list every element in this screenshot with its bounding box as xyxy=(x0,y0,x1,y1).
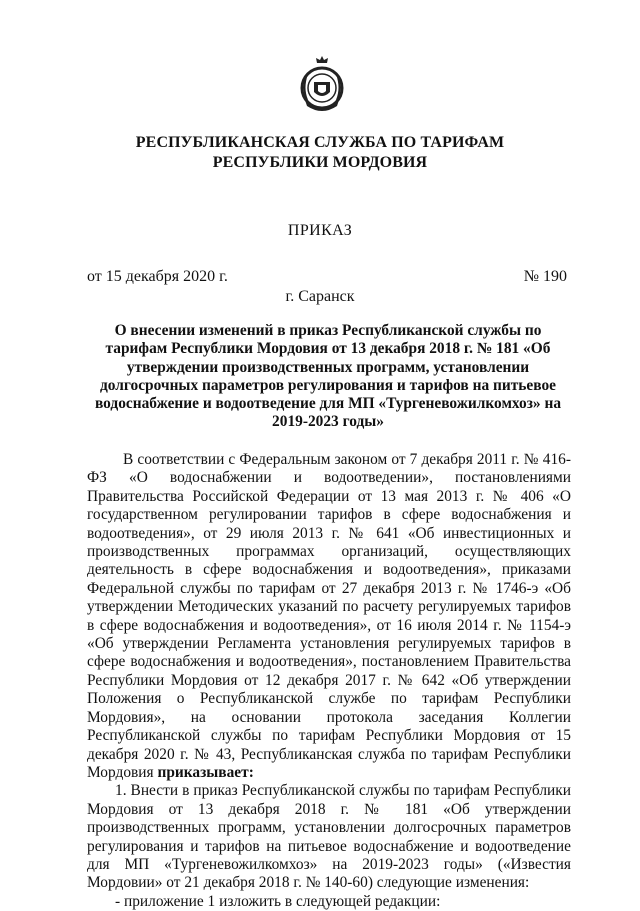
organization-title-line2: РЕСПУБЛИКИ МОРДОВИЯ xyxy=(212,154,428,171)
document-city: г. Саранск xyxy=(285,288,355,305)
coat-of-arms-icon xyxy=(297,54,347,118)
organization-title xyxy=(0,133,640,173)
date-number-line xyxy=(87,268,567,286)
preamble-text: В соответствии с Федеральным законом от 7 декабря 2011 г. № 416-ФЗ «О водоснабжении и водоотведении», постановлениями Правительства Российской Федерации от 13 мая 2013 г. № 406 «О государственном регулировании тарифов в сфере водоснабжения и водоотведения», от 29 июля 2013 г. № 641 «Об инвестиционных и производственных программах организаций, осуществляющих деятельность в сфере водоснабжения и водоотведения», приказами Федеральной службы по тарифам от 27 декабря 2013 г. № 1746-э «Об утверждении Методических указаний по расчету регулируемых тарифов в сфере водоснабжения и водоотведения», от 16 июля 2014 г. № 1154-э «Об утверждении Регламента установления регулируемых тарифов в сфере водоснабжения и водоотведения», постановлением Правительства Республики Мордовия от 12 декабря 2017 г. № 642 «Об утверждении Положения о Республиканской службе по тарифам Республики Мордовия», на основании протокола заседания Коллегии Республиканской службы по тарифам Республики Мордовия от 15 декабря 2020 г. № 43, Республиканская служба по тарифам Республики Мордовия xyxy=(87,451,571,781)
document-subject: О внесении изменений в приказ Республиканской службы по тарифам Республики Мордовия от 13 декабря 2018 г. № 181 «Об утверждении производственных программ, установлении долгосрочных параметров регулирования и тарифов на питьевое водоснабжение и водоотведение для МП «Тургеневожилкомхоз» на 2019-2023 годы» xyxy=(94,322,562,431)
organization-title-line1: РЕСПУБЛИКАНСКАЯ СЛУЖБА ПО ТАРИФАМ xyxy=(135,134,505,151)
document-number: № 190 xyxy=(523,268,567,285)
document-type: ПРИКАЗ xyxy=(287,222,353,239)
document-date: от 15 декабря 2020 г. xyxy=(87,268,228,285)
item-1-paragraph: 1. Внести в приказ Республиканской службы по тарифам Республики Мордовия от 13 декабря 2018 г. № 181 «Об утверждении производственных программ, установлении долгосрочных параметров регулирования и тарифов на питьевое водоснабжение и водоотведение для МП «Тургеневожилкомхоз» на 2019-2023 годы» («Известия Мордовии» от 21 декабря 2018 г. № 140-60) следующие изменения: xyxy=(87,782,571,892)
directive-word: приказывает: xyxy=(157,763,254,781)
bullet-1-paragraph: - приложение 1 изложить в следующей редакции: xyxy=(115,892,441,910)
preamble-paragraph xyxy=(87,451,571,782)
document-body xyxy=(87,451,571,911)
